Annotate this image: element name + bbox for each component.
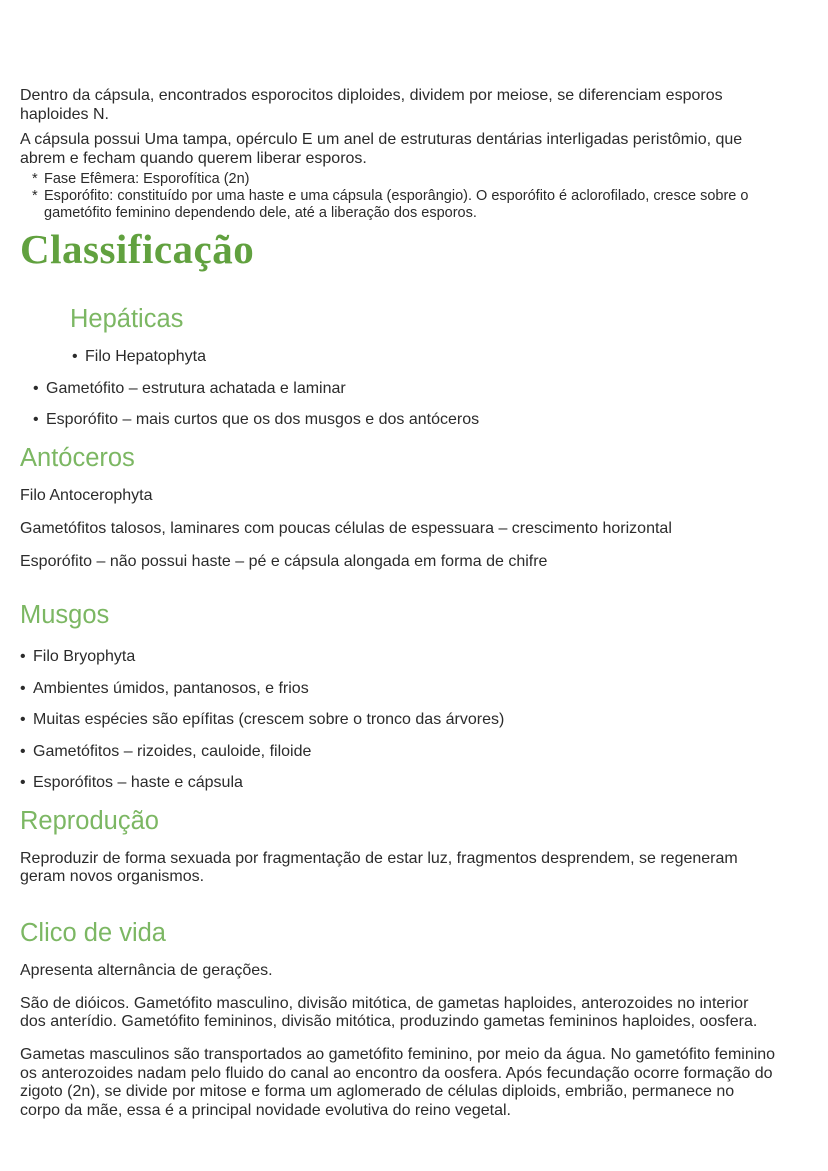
list-item-text: Ambientes úmidos, pantanosos, e frios	[33, 679, 309, 697]
reproducao-paragraph: Reproduzir de forma sexuada por fragmentação de estar luz, fragmentos desprendem, se regeneram geram novos organismos.	[20, 849, 738, 885]
intro-paragraph-1: Dentro da cápsula, encontrados esporocitos diploides, dividem por meiose, se diferenciam esporos haploides N.	[20, 87, 723, 123]
list-item	[20, 680, 778, 699]
bullet-marker: •	[20, 742, 26, 760]
star-item-text: Fase Efêmera: Esporofítica (2n)	[44, 171, 250, 187]
list-item-text: Esporófitos – haste e cápsula	[33, 774, 243, 791]
intro-paragraph-2: A cápsula possui Uma tampa, opérculo E um anel de estruturas dentárias interligadas peristômio, que abrem e fecham quando querem liberar esporos.	[20, 131, 743, 167]
list-item	[20, 774, 778, 793]
bullet-marker: •	[20, 774, 26, 791]
page-title: Classificação	[20, 226, 255, 272]
list-item	[20, 743, 778, 762]
bullet-marker: •	[20, 648, 26, 665]
list-item-text: Filo Hepatophyta	[85, 348, 206, 365]
list-item	[72, 348, 778, 367]
antoceros-paragraph: Filo Antocerophyta	[20, 486, 153, 504]
bullet-marker: •	[20, 711, 26, 728]
section-heading-antoceros: Antóceros	[20, 443, 135, 472]
star-item-text: Esporófito: constituído por uma haste e uma cápsula (esporângio). O esporófito é aclorofilado, cresce sobre o gametófito feminino dependendo dele, até a liberação dos esporos.	[44, 188, 749, 221]
asterisk-bullet-marker: *	[32, 171, 38, 187]
section-heading-hepaticas: Hepáticas	[70, 305, 184, 333]
bullet-marker: •	[33, 379, 39, 397]
section-heading-ciclo-de-vida: Clico de vida	[20, 918, 166, 947]
list-item-text: Esporófito – mais curtos que os dos musgos e dos antóceros	[46, 411, 480, 428]
list-item-text: Muitas espécies são epífitas (crescem sobre o tronco das árvores)	[33, 711, 505, 728]
list-item	[20, 648, 778, 667]
star-list-item	[32, 188, 778, 222]
bullet-marker: •	[33, 411, 39, 428]
antoceros-paragraph: Gametófitos talosos, laminares com poucas células de espessuara – crescimento horizontal	[20, 519, 672, 537]
section-heading-musgos: Musgos	[20, 601, 110, 629]
star-list-item	[32, 171, 778, 188]
intro-star-list	[32, 171, 778, 222]
list-item	[33, 411, 778, 430]
antoceros-paragraph: Esporófito – não possui haste – pé e cápsula alongada em forma de chifre	[20, 552, 548, 570]
ciclo-paragraph: Gametas masculinos são transportados ao gametófito feminino, por meio da água. No gametófito feminino os anterozoides nadam pelo fluido do canal ao encontro da oosfera. Após fecundação ocorre formação do zigoto (2n), se divide por mitose e forma um aglomerado de células diploids, embrião, permanece no corpo da mãe, essa é a principal novidade evolutiva do reino vegetal.	[20, 1046, 776, 1119]
list-item	[20, 711, 778, 730]
asterisk-bullet-marker: *	[32, 188, 38, 204]
list-item-text: Gametófitos – rizoides, cauloide, filoide	[33, 742, 312, 760]
section-heading-reproducao: Reprodução	[20, 806, 159, 835]
list-item-text: Gametófito – estrutura achatada e laminar	[46, 379, 346, 397]
bullet-marker: •	[20, 679, 26, 697]
list-item	[33, 380, 778, 399]
ciclo-paragraph: São de dióicos. Gametófito masculino, divisão mitótica, de gametas haploides, anterozoides no interior dos anterídio. Gametófito femininos, divisão mitótica, produzindo gametas femininos haploides, oosfera.	[20, 994, 758, 1030]
bullet-marker: •	[72, 348, 78, 365]
list-item-text: Filo Bryophyta	[33, 648, 136, 665]
ciclo-paragraph: Apresenta alternância de gerações.	[20, 961, 273, 979]
